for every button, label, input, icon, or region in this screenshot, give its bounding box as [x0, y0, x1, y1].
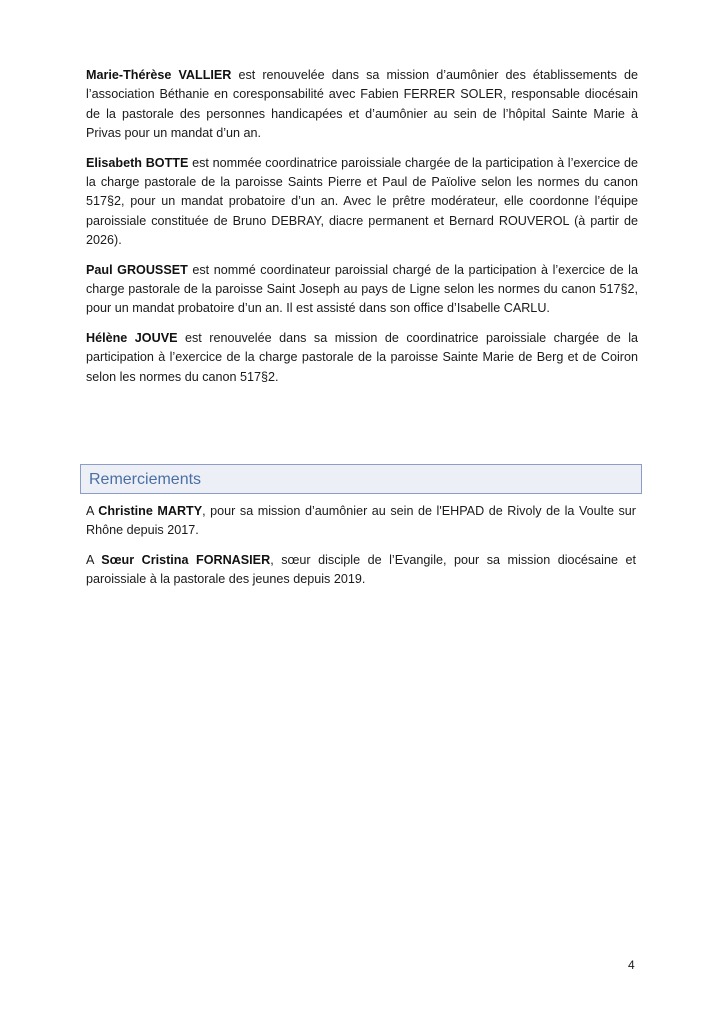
paragraph-text: est nommé coordinateur paroissial chargé de la participation à l’exercice de la charge pastorale de la paroisse Saint Joseph au pays de Ligne selon les normes du canon 517§2, pour un mandat probatoire d’un an. Il est assisté dans son office d’Isabelle CARLU. — [86, 262, 638, 316]
paragraph-vallier — [86, 66, 638, 144]
person-name: Elisabeth BOTTE — [86, 155, 189, 170]
person-name: Christine MARTY — [98, 504, 203, 518]
thanks-prefix: A — [86, 504, 99, 518]
thanks-item-fornasier — [86, 551, 636, 590]
section-title: Remerciements — [80, 464, 642, 494]
person-name: Marie-Thérèse VALLIER — [86, 68, 232, 82]
person-name: Sœur Cristina FORNASIER — [101, 552, 271, 567]
paragraph-grousset — [86, 261, 638, 319]
paragraph-text: est renouvelée dans sa mission de coordinatrice paroissiale chargée de la participation à l’exercice de la charge pastorale de la paroisse Sainte Marie de Berg et de Coiron selon les normes du canon 517§2. — [86, 330, 638, 384]
section-body — [80, 494, 642, 590]
person-name: Hélène JOUVE — [86, 330, 178, 345]
page-number: 4 — [628, 958, 635, 972]
appointments-list — [86, 66, 638, 397]
paragraph-text: est nommée coordinatrice paroissiale chargée de la participation à l’exercice de la charge pastorale de la paroisse Saints Pierre et Paul de Païolive selon les normes du canon 517§2, pour un mandat probatoire d’un an. Avec le prêtre modérateur, elle coordonne l’équipe paroissiale constituée de Bruno DEBRAY, diacre permanent et Bernard ROUVEROL (à partir de 2026). — [86, 155, 638, 248]
thanks-text: , pour sa mission d’aumônier au sein de l'EHPAD de Rivoly de la Voulte sur Rhône depuis 2017. — [86, 504, 636, 538]
thanks-prefix: A — [86, 552, 102, 567]
paragraph-botte — [86, 154, 638, 251]
thanks-section — [80, 464, 642, 600]
thanks-text: , sœur disciple de l’Evangile, pour sa mission diocésaine et paroissiale à la pastorale des jeunes depuis 2019. — [86, 552, 636, 587]
paragraph-text: est renouvelée dans sa mission d’aumônier des établissements de l’association Béthanie en coresponsabilité avec Fabien FERRER SOLER, responsable diocésain de la pastorale des personnes handicapées et d’aumônier au sein de l’hôpital Sainte Marie à Privas pour un mandat d’un an. — [86, 68, 638, 141]
person-name: Paul GROUSSET — [86, 262, 188, 277]
paragraph-jouve — [86, 329, 638, 387]
thanks-item-marty — [86, 502, 636, 541]
